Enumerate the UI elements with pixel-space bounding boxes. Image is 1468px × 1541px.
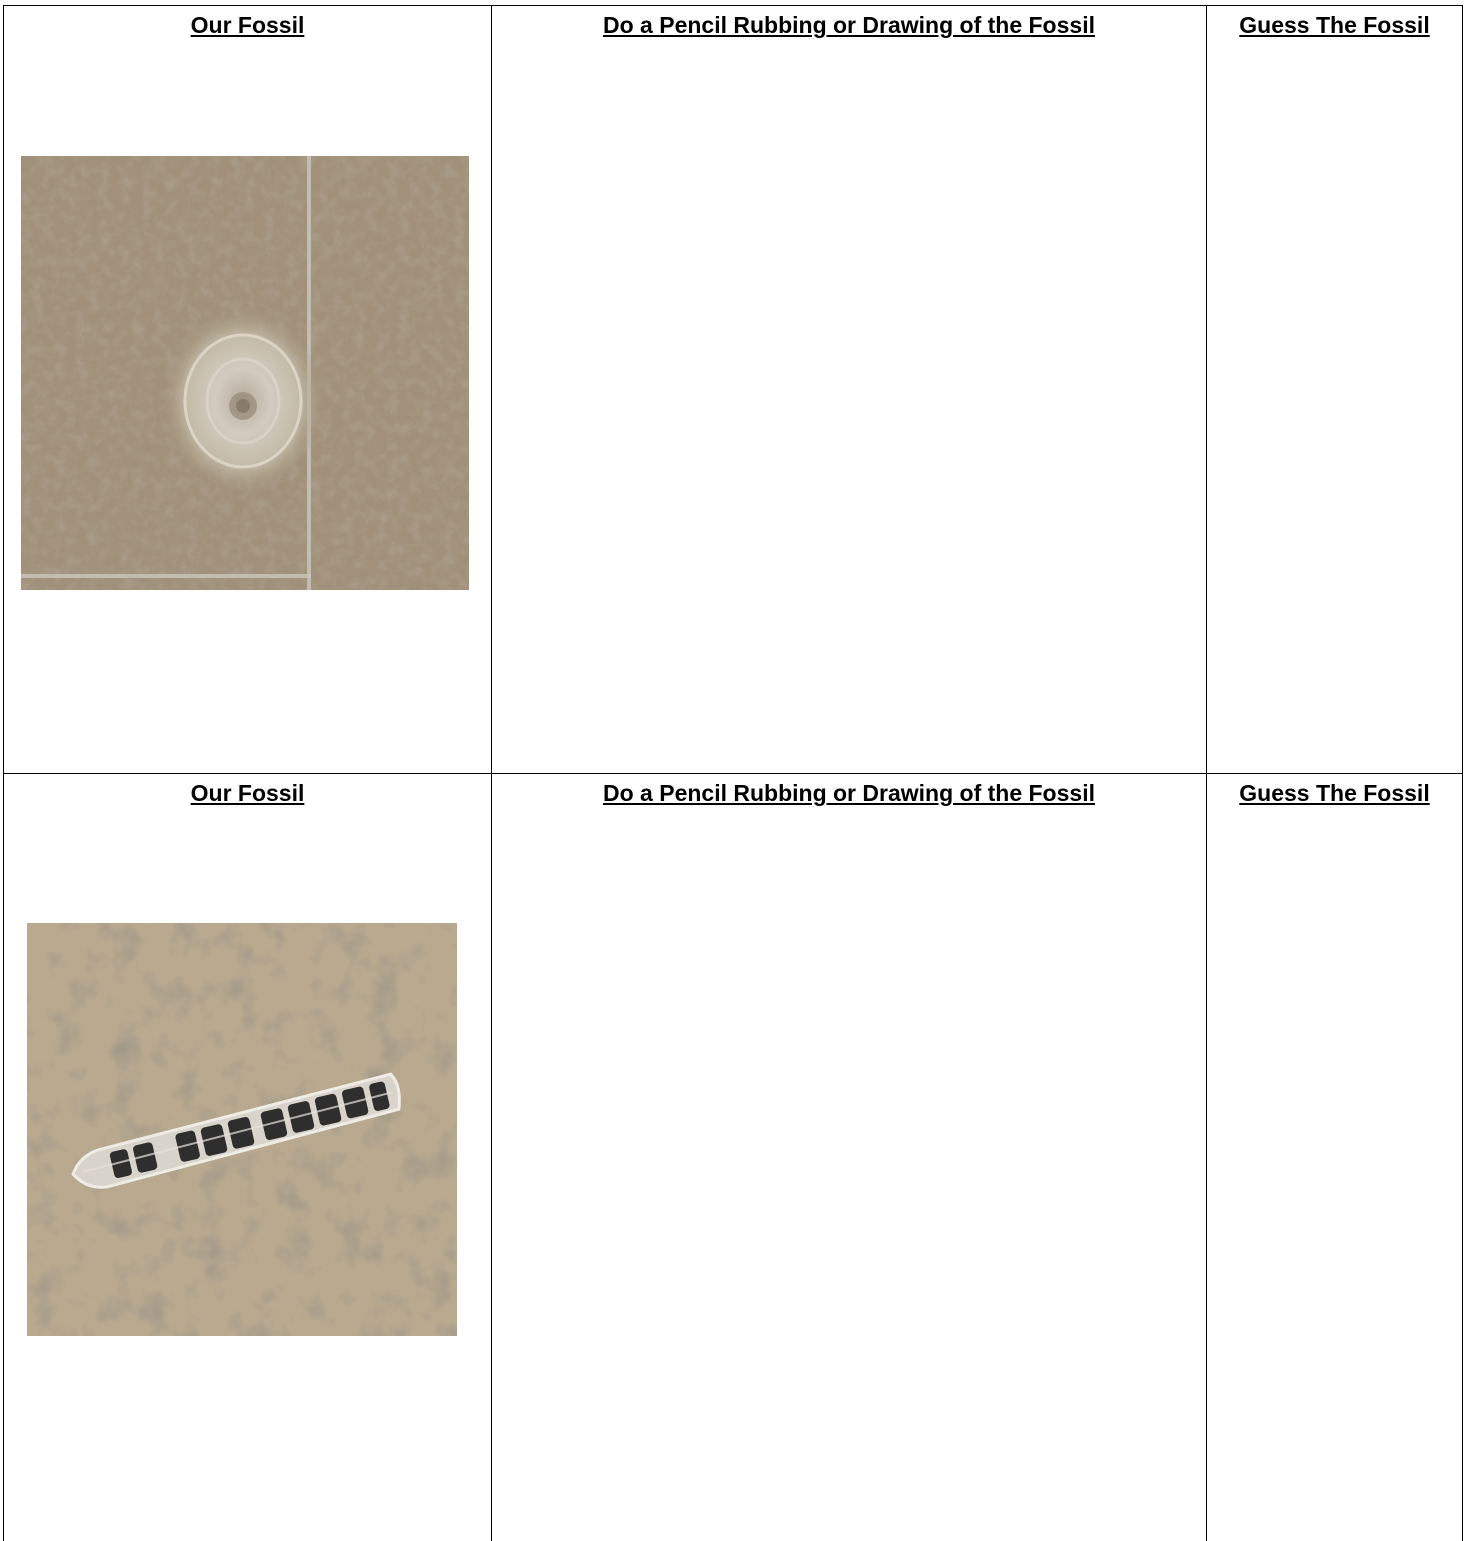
guess-header: Guess The Fossil	[1207, 778, 1462, 808]
fossil-table	[3, 5, 1463, 1541]
drawing-header: Do a Pencil Rubbing or Drawing of the Fossil	[492, 778, 1206, 808]
drawing-area-cell[interactable]	[492, 6, 1207, 774]
fossil-worksheet	[3, 5, 1462, 1539]
our-fossil-header: Our Fossil	[4, 10, 491, 40]
drawing-area-cell[interactable]	[492, 774, 1207, 1541]
our-fossil-header: Our Fossil	[4, 778, 491, 808]
table-row	[4, 774, 1463, 1541]
our-fossil-cell	[4, 6, 492, 774]
guess-cell[interactable]	[1207, 6, 1463, 774]
round-fossil-photo	[21, 156, 469, 590]
guess-cell[interactable]	[1207, 774, 1463, 1541]
our-fossil-cell	[4, 774, 492, 1541]
segmented-fossil-photo	[27, 923, 457, 1336]
drawing-header: Do a Pencil Rubbing or Drawing of the Fossil	[492, 10, 1206, 40]
table-row	[4, 6, 1463, 774]
guess-header: Guess The Fossil	[1207, 10, 1462, 40]
